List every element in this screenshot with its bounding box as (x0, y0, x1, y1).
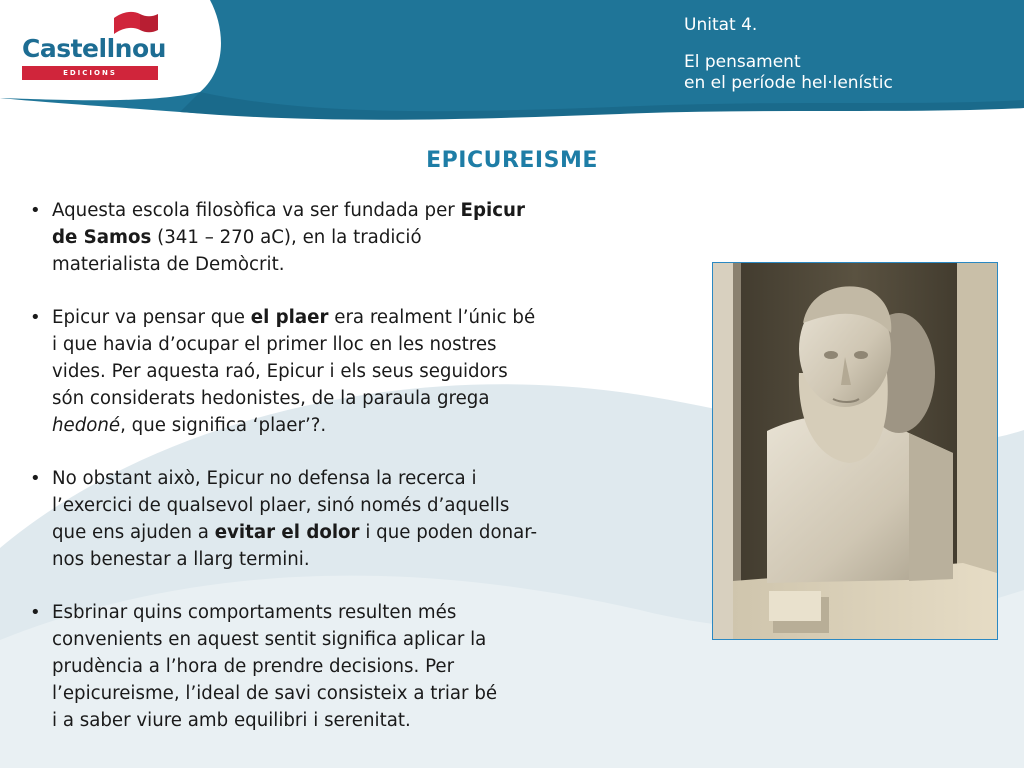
bullet-line (52, 465, 668, 492)
bullet-item (28, 197, 668, 278)
bullet-line (52, 492, 668, 519)
text-segment: i a saber viure amb equilibri i serenitat. (52, 710, 411, 731)
text-segment: Epicur va pensar que (52, 307, 251, 328)
text-segment: són considerats hedonistes, de la paraula grega (52, 388, 490, 409)
bullet-line (52, 251, 668, 278)
logo-subtitle: EDICIONS (22, 66, 158, 80)
bullet-line (52, 304, 668, 331)
italic-text: hedoné (52, 415, 121, 436)
bullet-item (28, 599, 668, 734)
text-segment: materialista de Demòcrit. (52, 254, 285, 275)
bullet-line (52, 519, 668, 546)
bullet-line (52, 707, 668, 734)
text-segment: que ens ajuden a (52, 522, 215, 543)
bullet-line (52, 653, 668, 680)
unit-title-line: El pensament (684, 52, 801, 72)
text-segment: convenients en aquest sentit significa aplicar la (52, 629, 487, 650)
bust-sculpture-image (712, 262, 998, 640)
text-segment: i que poden donar- (359, 522, 538, 543)
bullet-line (52, 546, 668, 573)
text-segment: i que havia d’ocupar el primer lloc en les nostres (52, 334, 497, 355)
bullet-line (52, 358, 668, 385)
bullet-line (52, 385, 668, 412)
text-segment: nos benestar a llarg termini. (52, 549, 310, 570)
text-segment: l’epicureisme, l’ideal de savi consisteix a triar bé (52, 683, 498, 704)
slide-title: EPICUREISME (426, 148, 598, 173)
unit-title-line: en el període hel·lenístic (684, 73, 893, 93)
logo-name: Castellnou (22, 34, 166, 63)
bullet-item (28, 304, 668, 439)
text-segment: , que significa ‘plaer’?. (120, 415, 327, 436)
unit-label: Unitat 4. (684, 15, 758, 35)
bust-photo (713, 263, 997, 639)
bullet-line (52, 331, 668, 358)
bullet-item (28, 465, 668, 573)
unit-title (684, 52, 893, 94)
bold-text: Epicur (460, 200, 525, 221)
text-segment: era realment l’únic bé (328, 307, 536, 328)
bullet-list (28, 197, 668, 760)
bold-text: evitar el dolor (214, 522, 360, 543)
text-segment: (341 – 270 aC), en la tradició (151, 227, 422, 248)
bullet-line (52, 224, 668, 251)
bullet-line (52, 197, 668, 224)
text-segment: Esbrinar quins comportaments resulten més (52, 602, 457, 623)
bold-text: de Samos (52, 227, 152, 248)
bullet-line (52, 412, 668, 439)
bullet-line (52, 626, 668, 653)
bullet-line (52, 680, 668, 707)
text-segment: vides. Per aquesta raó, Epicur i els seus seguidors (52, 361, 508, 382)
text-segment: No obstant això, Epicur no defensa la recerca i (52, 468, 477, 489)
text-segment: prudència a l’hora de prendre decisions. Per (52, 656, 455, 677)
text-segment: l’exercici de qualsevol plaer, sinó només d’aquells (52, 495, 510, 516)
bold-text: el plaer (250, 307, 329, 328)
publisher-logo (22, 8, 166, 78)
text-segment: Aquesta escola filosòfica va ser fundada per (52, 200, 461, 221)
bullet-line (52, 599, 668, 626)
